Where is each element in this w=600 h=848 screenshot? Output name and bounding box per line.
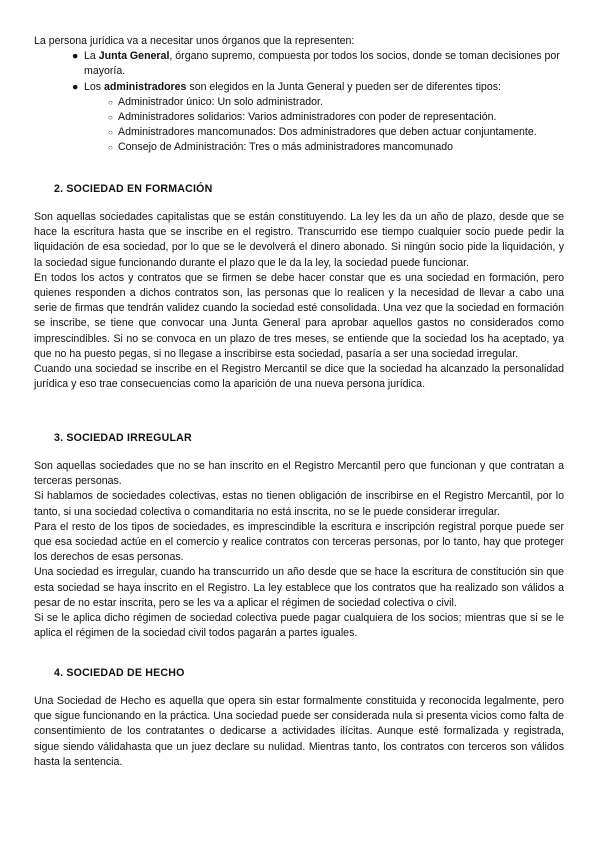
paragraph: Son aquellas sociedades capitalistas que se están constituyendo. La ley les da un año de plazo, desde que se hace la escritura hasta que se inscribe en el registro. Transcurrido ese tiempo cualquier socio puede pedir la liquidación de esa sociedad, por lo que se le devolverá el dinero abonado. Si ningún socio pide la liquidación, y la sociedad sigue funcionando durante el plazo que le da la ley, la sociedad puede funcionar. — [34, 211, 564, 269]
bold-term-administradores: administradores — [104, 80, 187, 93]
intro-lead: La persona jurídica va a necesitar unos órganos que la representen: — [34, 35, 355, 47]
circle-bullet-icon: ○ — [108, 113, 113, 123]
paragraph: Para el resto de los tipos de sociedades, es imprescindible la escritura e inscripción registral porque puede ser que esa sociedad actúe en el comercio y realice contratos con terceras personas, por lo tanto, hay que proteger los derechos de esas personas. — [34, 520, 564, 564]
organ-list — [34, 49, 564, 95]
sub-item-text: Consejo de Administración: Tres o más administradores mancomunado — [118, 141, 454, 154]
bullet-dot-icon: ● — [72, 80, 79, 93]
bullet-text: , órgano supremo, compuesta por todos los socios, donde se toman decisiones por mayoría. — [84, 50, 560, 78]
paragraph: Son aquellas sociedades que no se han inscrito en el Registro Mercantil pero que funcionan y que contratan a terceras personas. — [34, 460, 564, 488]
circle-bullet-icon: ○ — [108, 128, 113, 138]
sub-item-text: Administradores solidarios: Varios administradores con poder de representación. — [118, 111, 497, 124]
section-heading-sociedad-de-hecho: 4. SOCIEDAD DE HECHO — [54, 667, 185, 679]
circle-bullet-icon: ○ — [108, 97, 113, 107]
sub-item-text: Administrador único: Un solo administrador. — [118, 95, 323, 108]
list-item-administradores — [34, 80, 564, 95]
bullet-text: La — [84, 50, 99, 63]
paragraph: Cuando una sociedad se inscribe en el Registro Mercantil se dice que la sociedad ha alcanzado la personalidad jurídica y eso trae consecuencias como la aparición de una nueva persona jurídica. — [34, 363, 564, 391]
section-body-sociedad-en-formacion — [34, 210, 564, 392]
circle-bullet-icon: ○ — [108, 143, 113, 153]
section-heading-sociedad-irregular: 3. SOCIEDAD IRREGULAR — [54, 432, 192, 444]
admin-types-list — [34, 95, 564, 156]
section-body-sociedad-de-hecho — [34, 694, 564, 770]
sub-list-item — [34, 140, 564, 155]
bullet-text: son elegidos en la Junta General y pueden ser de diferentes tipos: — [186, 80, 501, 93]
paragraph: En todos los actos y contratos que se firmen se debe hacer constar que es una sociedad en formación, pero quienes responden a dichos contratos son, las personas que lo realicen y la necesidad de llevar a cabo una serie de firmas que tendrán validez cuando la sociedad esté consolidada. Una vez que la sociedad en formación se inscribe, se tiene que convocar una Junta General para aprobar aquellos gastos no considerados como imprescindibles. Si no se convoca en un plazo de tres meses, se entiende que la sociedad los ha aceptado, ya que no ha puesto pegas, si no llegase a inscribirse esta sociedad, pasaría a ser una sociedad irregular. — [34, 271, 564, 360]
sub-list-item — [34, 125, 564, 140]
sub-list-item — [34, 95, 564, 110]
bold-term-junta-general: Junta General — [98, 50, 170, 63]
bullet-dot-icon: ● — [72, 50, 79, 63]
paragraph: Si hablamos de sociedades colectivas, estas no tienen obligación de inscribirse en el Registro Mercantil, por lo tanto, si una sociedad colectiva o comanditaria no está inscrita, no se le puede considerar irregular. — [34, 490, 564, 518]
intro-block — [34, 34, 564, 156]
paragraph: Una sociedad es irregular, cuando ha transcurrido un año desde que se hace la escritura de constitución sin que esta sociedad se haya inscrito en el Registro. La ley establece que los contratos que ha realizado son válidos a pesar de no estar inscrita, pero se les va a aplicar el régimen de sociedad colectiva o civil. — [34, 566, 564, 609]
sub-item-text: Administradores mancomunados: Dos administradores que deben actuar conjuntamente. — [118, 126, 537, 139]
section-heading-sociedad-en-formacion: 2. SOCIEDAD EN FORMACIÓN — [54, 183, 213, 195]
sub-list-item — [34, 110, 564, 125]
bullet-text: Los — [84, 80, 105, 93]
section-body-sociedad-irregular — [34, 459, 564, 641]
paragraph: Una Sociedad de Hecho es aquella que opera sin estar formalmente constituida y reconocida legalmente, pero que sigue funcionando en la práctica. Una sociedad puede ser considerada nula si presenta vicios como falta de consentimiento de los contratantes o dedicarse a actividades ilícitas. Aunque esté formalizada y registrada, sigue siendo válidahasta que un juez declare su nulidad. Mientras tanto, los contratos con terceros son válidos hasta la sentencia. — [34, 695, 564, 768]
list-item-junta-general — [34, 49, 564, 79]
paragraph: Si se le aplica dicho régimen de sociedad colectiva puede pagar cualquiera de los socios; mientras que si se le aplica el régimen de la sociedad civil todos pagarán a partes iguales. — [34, 612, 564, 640]
